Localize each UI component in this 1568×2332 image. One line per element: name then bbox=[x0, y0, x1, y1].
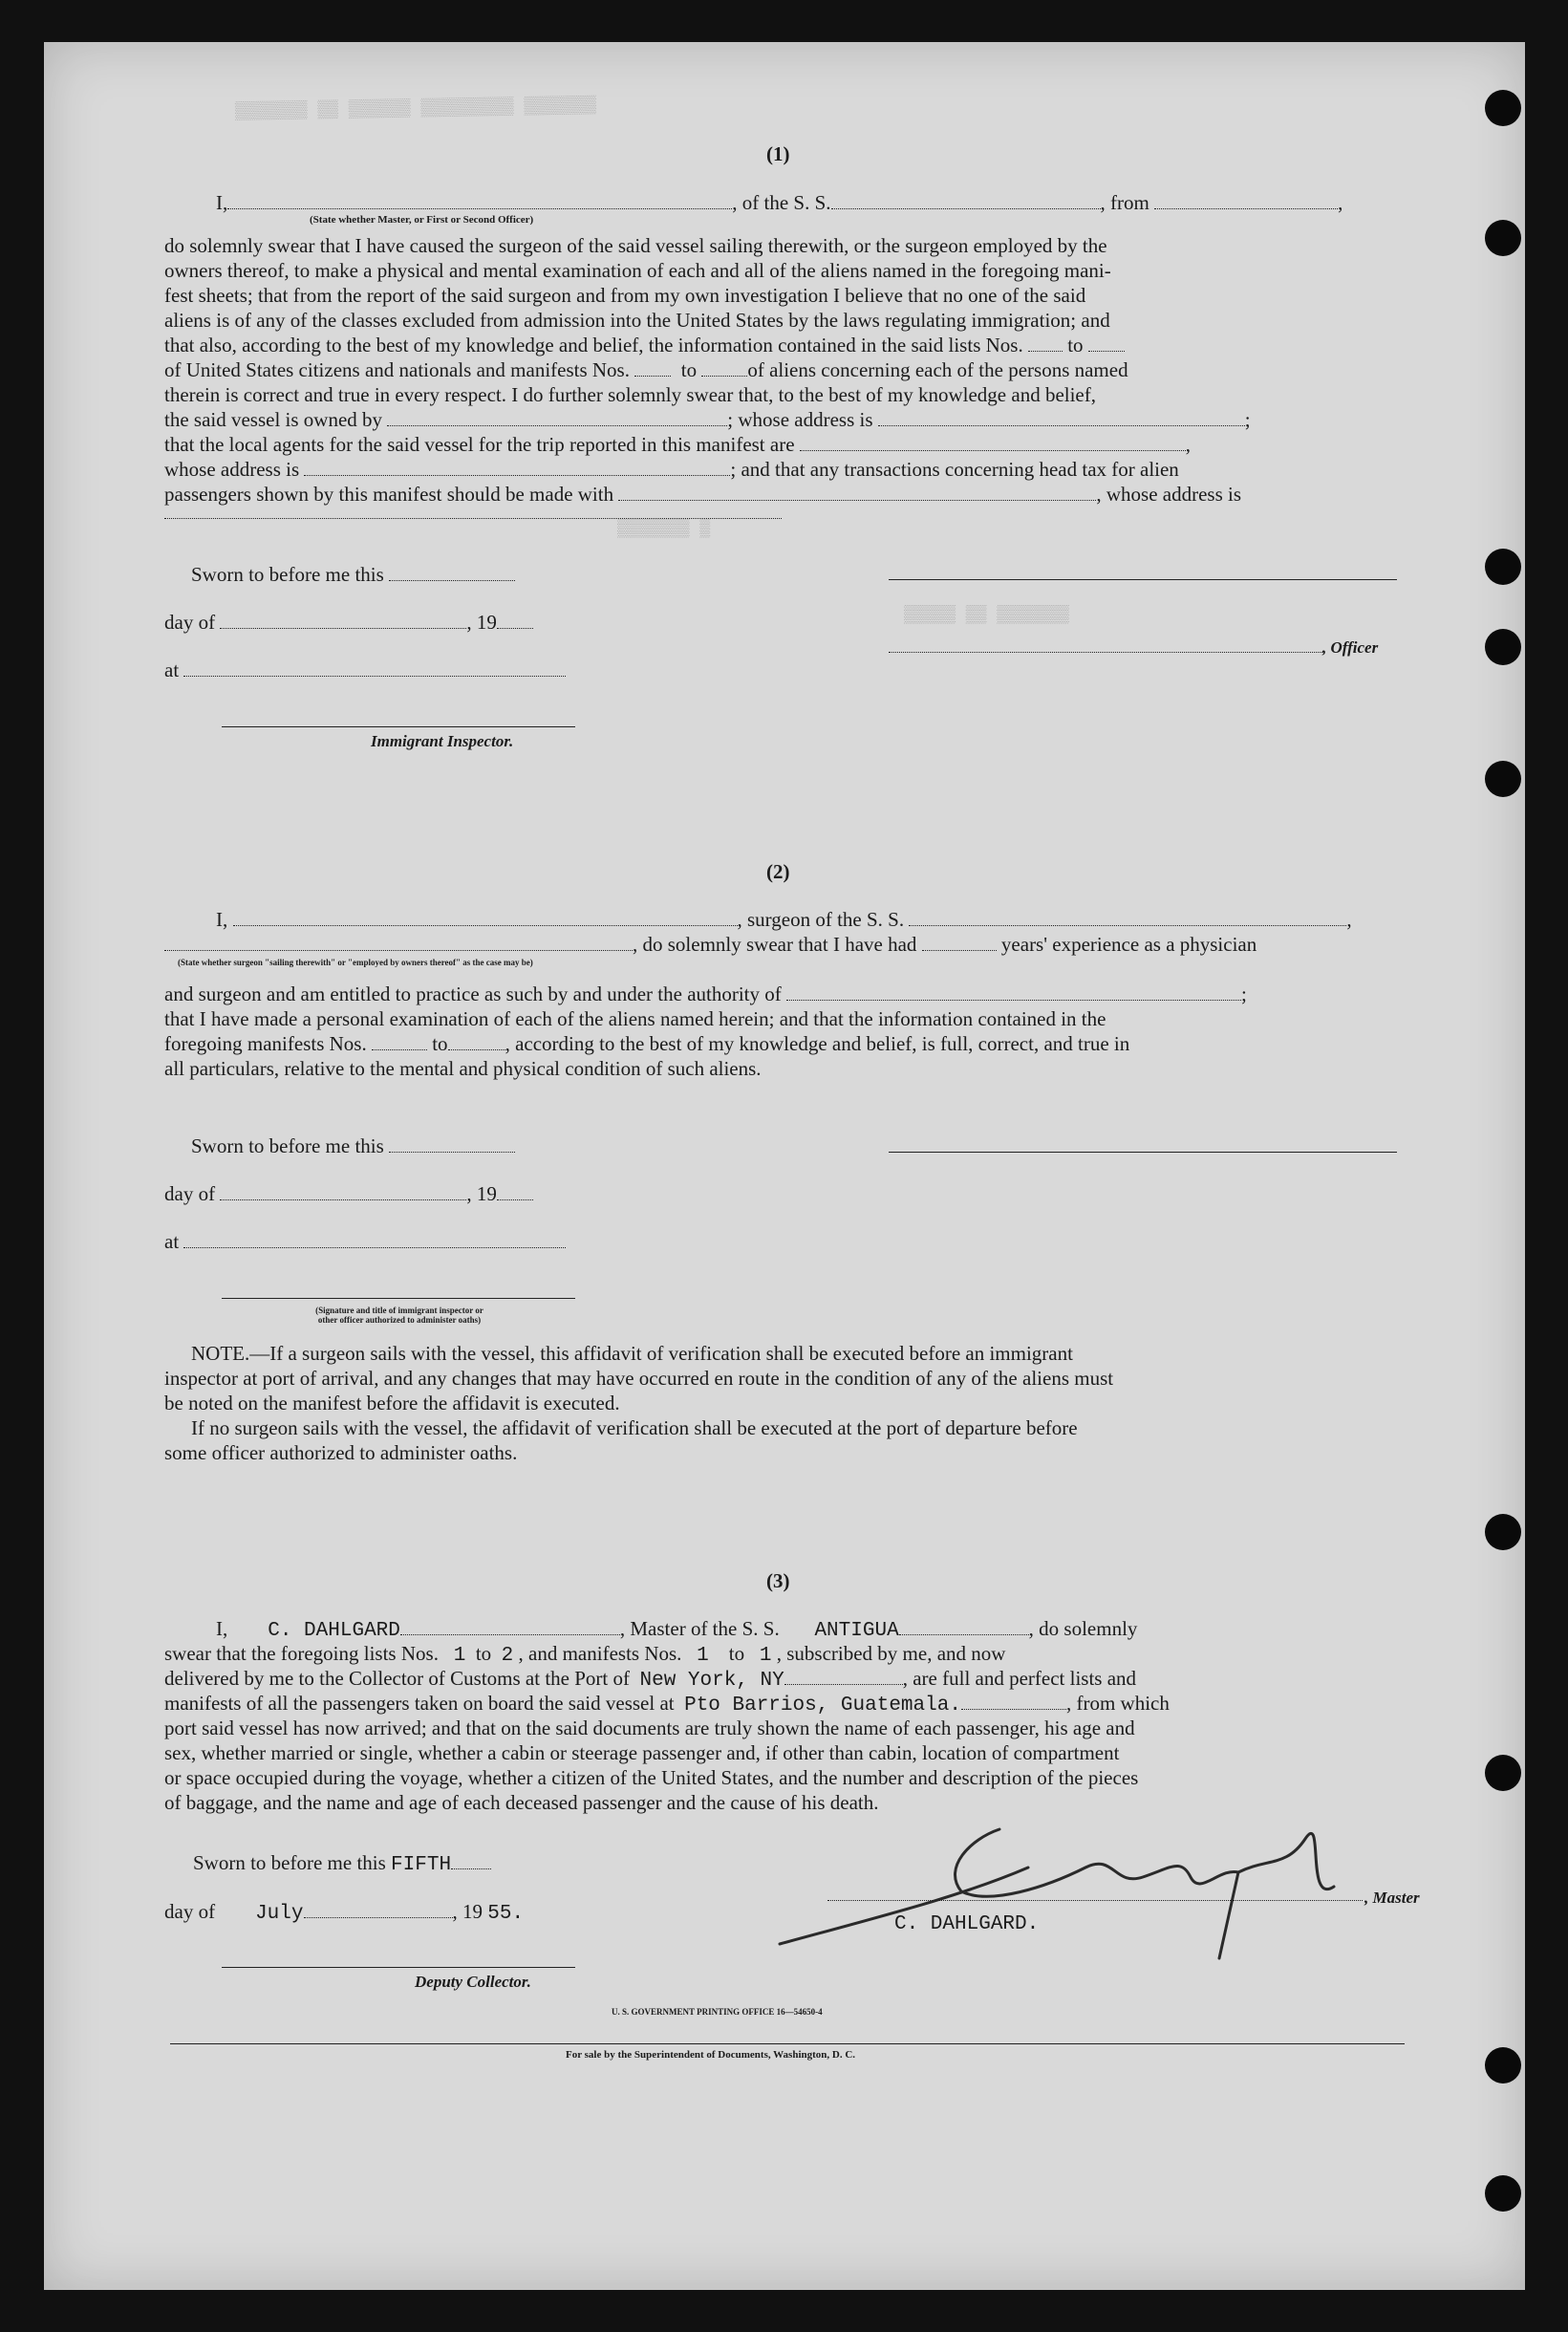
s1-at: at bbox=[164, 659, 566, 682]
s1-day-of: day of , 19 bbox=[164, 611, 533, 635]
s1-body-3: fest sheets; that from the report of the said surgeon and from my own investigation I believe that no one of the said bbox=[164, 284, 1086, 307]
punch-hole bbox=[1485, 761, 1521, 797]
footer-rule bbox=[170, 2043, 1405, 2044]
s1-body-1: do solemnly swear that I have caused the surgeon of the said vessel sailing therewith, or the surgeon employed by the bbox=[164, 234, 1107, 257]
s1-address-line bbox=[164, 518, 782, 519]
s2-surgeon-signature-line bbox=[889, 1152, 1397, 1153]
section-1-number: (1) bbox=[766, 142, 790, 165]
punch-hole bbox=[1485, 1755, 1521, 1791]
s2-at: at bbox=[164, 1230, 566, 1254]
s1-body-7: therein is correct and true in every respect. I do further solemnly swear that, to the best of my knowledge and belief, bbox=[164, 383, 1096, 406]
bleed-through-marks: ▒▒▒▒▒▒▒ ▒ bbox=[617, 520, 711, 539]
s1-body-6: of United States citizens and nationals and manifests Nos. to of aliens concerning each of the persons named bbox=[164, 358, 1128, 381]
s3-master-signature-line bbox=[827, 1900, 1363, 1901]
s2-body-3: foregoing manifests Nos. to , according to the best of my knowledge and belief, is full, correct, and true in bbox=[164, 1032, 1130, 1055]
ship-name-entry: ANTIGUA bbox=[814, 1620, 899, 1642]
s1-body-8: the said vessel is owned by ; whose address is ; bbox=[164, 408, 1251, 431]
punch-hole bbox=[1485, 2175, 1521, 2212]
sale-notice: For sale by the Superintendent of Documents, Washington, D. C. bbox=[566, 2049, 856, 2061]
port-entry: New York, NY bbox=[639, 1670, 784, 1692]
s3-master-label: , Master bbox=[1364, 1889, 1420, 1907]
s3-line-6: sex, whether married or single, whether a cabin or steerage passenger and, if other than cabin, location of compartment bbox=[164, 1741, 1120, 1764]
s2-line-oath: I, , surgeon of the S. S. , bbox=[216, 908, 1352, 931]
bleed-through-marks: ▒▒▒▒▒▒▒ ▒▒ ▒▒▒▒▒▒ ▒▒▒▒▒▒▒▒▒ ▒▒▒▒▒▒▒ bbox=[234, 96, 597, 122]
s3-line-5: port said vessel has now arrived; and that on the said documents are truly shown the name of each passenger, his age and bbox=[164, 1717, 1135, 1739]
s2-line-swear: , do solemnly swear that I have had years' experience as a physician bbox=[164, 933, 1257, 957]
s2-note-4: If no surgeon sails with the vessel, the affidavit of verification shall be executed at the port of departure before bbox=[191, 1416, 1078, 1439]
typed-master-name: C. DAHLGARD. bbox=[894, 1913, 1040, 1935]
month-entry: July bbox=[255, 1903, 304, 1925]
s2-day-of: day of , 19 bbox=[164, 1182, 533, 1206]
s3-line-7: or space occupied during the voyage, whether a citizen of the United States, and the number and description of the pieces bbox=[164, 1766, 1139, 1789]
s3-line-4: manifests of all the passengers taken on board the said vessel at Pto Barrios, Guatemala. , from which bbox=[164, 1692, 1170, 1717]
section-2-number: (2) bbox=[766, 860, 790, 883]
s1-state-note: (State whether Master, or First or Second Officer) bbox=[310, 214, 534, 226]
s1-inspector-label: Immigrant Inspector. bbox=[371, 732, 514, 750]
manifest-affidavit-page bbox=[44, 42, 1525, 2290]
s3-line-8: of baggage, and the name and age of each deceased passenger and the cause of his death. bbox=[164, 1791, 879, 1814]
s3-line-oath: I, C. DAHLGARD , Master of the S. S. ANTIGUA , do solemnly bbox=[216, 1617, 1138, 1642]
s2-officer-signature-line bbox=[222, 1298, 575, 1299]
departure-port-entry: Pto Barrios, Guatemala. bbox=[684, 1695, 961, 1717]
punch-hole bbox=[1485, 549, 1521, 585]
s1-body-9: that the local agents for the said vessel for the trip reported in this manifest are , bbox=[164, 433, 1192, 456]
s3-line-2: swear that the foregoing lists Nos. 1 to 2 , and manifests Nos. 1 to 1 , subscribed by me, and now bbox=[164, 1642, 1006, 1667]
s1-body-2: owners thereof, to make a physical and mental examination of each and all of the aliens named in the foregoing mani- bbox=[164, 259, 1111, 282]
s2-state-note: (State whether surgeon "sailing therewith" or "employed by owners thereof" as the case may be) bbox=[178, 958, 533, 967]
s3-deputy-label: Deputy Collector. bbox=[415, 1973, 531, 1991]
punch-hole bbox=[1485, 220, 1521, 256]
s2-sig-note: (Signature and title of immigrant inspector or other officer authorized to administer oaths) bbox=[315, 1306, 483, 1325]
punch-hole bbox=[1485, 90, 1521, 126]
s2-body-1: and surgeon and am entitled to practice as such by and under the authority of ; bbox=[164, 982, 1247, 1005]
year-entry: 55. bbox=[487, 1903, 525, 1925]
s2-body-4: all particulars, relative to the mental and physical condition of such aliens. bbox=[164, 1057, 762, 1080]
gpo-imprint: U. S. GOVERNMENT PRINTING OFFICE 16—54650-4 bbox=[612, 2007, 823, 2017]
s2-note-5: some officer authorized to administer oaths. bbox=[164, 1441, 518, 1464]
master-name-entry: C. DAHLGARD bbox=[268, 1620, 400, 1642]
s1-officer-line: , Officer bbox=[889, 635, 1378, 659]
punch-hole bbox=[1485, 1514, 1521, 1550]
punch-hole bbox=[1485, 2047, 1521, 2084]
bleed-through-marks: ▒▒▒▒▒ ▒▒ ▒▒▒▒▒▒▒ bbox=[904, 606, 1069, 625]
s2-note-3: be noted on the manifest before the affidavit is executed. bbox=[164, 1392, 620, 1414]
s1-body-11: passengers shown by this manifest should be made with , whose address is bbox=[164, 483, 1242, 506]
s2-note-1: NOTE.—If a surgeon sails with the vessel, this affidavit of verification shall be executed before an immigrant bbox=[191, 1342, 1073, 1365]
s3-deputy-signature-line bbox=[222, 1967, 575, 1968]
s1-officer-signature-line bbox=[889, 579, 1397, 580]
section-3-number: (3) bbox=[766, 1569, 790, 1592]
s1-body-4: aliens is of any of the classes excluded from admission into the United States by the laws regulating immigration; and bbox=[164, 309, 1110, 332]
s1-inspector-signature-line bbox=[222, 726, 575, 727]
s1-line-oath: I, , of the S. S. , from , bbox=[216, 191, 1343, 214]
s3-sworn: Sworn to before me this FIFTH bbox=[193, 1851, 491, 1876]
s2-body-2: that I have made a personal examination of each of the aliens named herein; and that the information contained in the bbox=[164, 1007, 1106, 1030]
s3-day-of: day of July , 19 55. bbox=[164, 1900, 525, 1925]
s1-body-5: that also, according to the best of my knowledge and belief, the information contained in the said lists Nos. to bbox=[164, 334, 1125, 357]
s2-sworn: Sworn to before me this bbox=[191, 1134, 515, 1158]
master-signature bbox=[770, 1801, 1382, 1982]
s2-note-2: inspector at port of arrival, and any changes that may have occurred en route in the condition of any of the aliens must bbox=[164, 1367, 1114, 1390]
s1-sworn: Sworn to before me this bbox=[191, 563, 515, 587]
sworn-day-entry: FIFTH bbox=[391, 1854, 452, 1876]
s3-line-3: delivered by me to the Collector of Customs at the Port of New York, NY , are full and perfect lists and bbox=[164, 1667, 1137, 1692]
s1-body-10: whose address is ; and that any transactions concerning head tax for alien bbox=[164, 458, 1179, 481]
punch-hole bbox=[1485, 629, 1521, 665]
